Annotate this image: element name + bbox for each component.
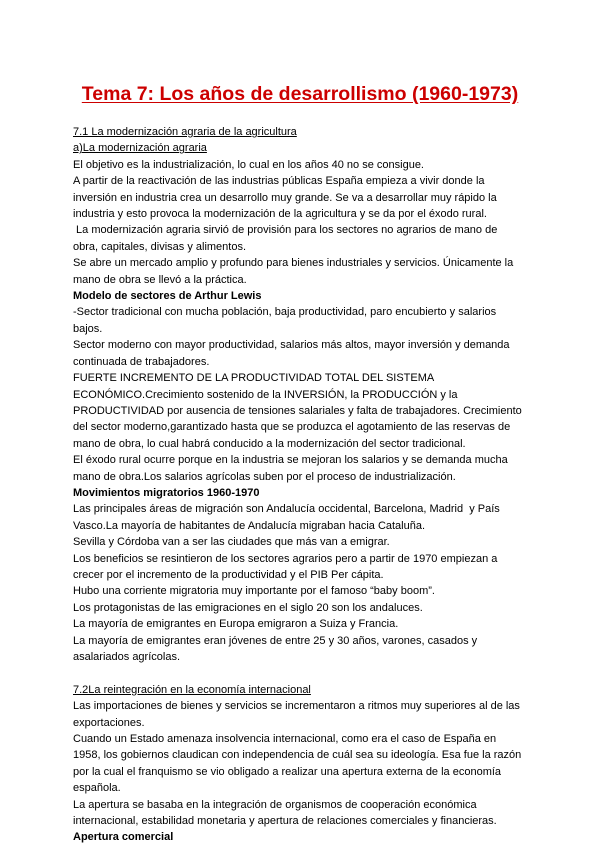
- text-line: La mayoría de emigrantes eran jóvenes de entre 25 y 30 años, varones, casados y: [73, 634, 478, 647]
- text-line: por la cual el franquismo se vio obligado a realizar una apertura externa de la economía: [73, 765, 502, 778]
- bold-heading: Apertura comercial: [73, 831, 174, 844]
- bold-heading: Modelo de sectores de Arthur Lewis: [73, 290, 262, 303]
- text-line: Vasco.La mayoría de habitantes de Andalucía migraban hacia Cataluña.: [73, 519, 426, 532]
- text-line: Sector moderno con mayor productividad, salarios más altos, mayor inversión y demanda: [73, 339, 510, 352]
- text-line: Las principales áreas de migración son Andalucía occidental, Barcelona, Madrid y País: [73, 503, 500, 516]
- text-line: La modernización agraria sirvió de provisión para los sectores no agrarios de mano de: [73, 224, 498, 237]
- bold-heading: Movimientos migratorios 1960-1970: [73, 486, 260, 499]
- text-line: Sevilla y Córdoba van a ser las ciudades que más van a emigrar.: [73, 536, 390, 549]
- text-line: internacional, estabilidad monetaria y apertura de relaciones comerciales y financieras.: [73, 815, 497, 828]
- text-line: El éxodo rural ocurre porque en la industria se mejoran los salarios y se demanda mucha: [73, 454, 508, 467]
- text-line: Cuando un Estado amenaza insolvencia internacional, como era el caso de España en: [73, 733, 497, 746]
- text-line: exportaciones.: [73, 716, 145, 729]
- text-line: Las importaciones de bienes y servicios se incrementaron a ritmos muy superiores al de las: [73, 700, 520, 713]
- subsection-heading: a)La modernización agraria: [73, 142, 207, 155]
- document-body: [73, 124, 533, 846]
- text-line: mano de obra.Los salarios agrícolas suben por el proceso de industrialización.: [73, 470, 456, 483]
- text-line: La mayoría de emigrantes en Europa emigraron a Suiza y Francia.: [73, 618, 399, 631]
- text-line: ECONÓMICO.Crecimiento sostenido de la INVERSIÓN, la PRODUCCIÓN y la: [73, 388, 458, 401]
- text-line: del sector moderno,garantizado hasta que se produzca el agotamiento de las reservas de: [73, 421, 511, 434]
- section-heading: 7.2La reintegración en la economía internacional: [73, 683, 311, 696]
- page-title: Tema 7: Los años de desarrollismo (1960-1973): [81, 83, 519, 106]
- text-line: crecer por el incremento de la productividad y el PIB Per cápita.: [73, 568, 384, 581]
- text-line: industria y esto provoca la modernización de la agricultura y se da por el éxodo rural.: [73, 208, 487, 221]
- text-line: El objetivo es la industrialización, lo cual en los años 40 no se consigue.: [73, 158, 424, 171]
- text-line: española.: [73, 782, 121, 795]
- text-line: inversión en industria crea un desarrollo muy grande. Se va a desarrollar muy rápido la: [73, 191, 497, 204]
- text-line: Hubo una corriente migratoria muy importante por el famoso “baby boom”.: [73, 585, 435, 598]
- text-line: FUERTE INCREMENTO DE LA PRODUCTIVIDAD TOTAL DEL SISTEMA: [73, 372, 435, 385]
- text-line: A partir de la reactivación de las industrias públicas España empieza a vivir donde la: [73, 175, 485, 188]
- text-line: asalariados agrícolas.: [73, 651, 181, 663]
- text-line: La apertura se basaba en la integración de organismos de cooperación económica: [73, 798, 477, 811]
- text-line: obra, capitales, divisas y alimentos.: [73, 240, 247, 253]
- text-line: mano de obra, lo cual habrá conducido a la modernización del sector tradicional.: [73, 437, 466, 450]
- text-line: Los protagonistas de las emigraciones en el siglo 20 son los andaluces.: [73, 601, 423, 614]
- text-line: mano de obra se llevó a la práctica.: [73, 273, 247, 286]
- text-line: PRODUCTIVIDAD por ausencia de tensiones salariales y falta de trabajadores. Crecimiento: [73, 404, 522, 417]
- paragraph-gap: [73, 665, 533, 681]
- text-line: continuada de trabajadores.: [73, 355, 210, 368]
- text-line: 1958, los gobiernos claudican con independencia de cuál sea su ideología. Esa fue la razón: [73, 749, 522, 762]
- text-line: Se abre un mercado amplio y profundo para bienes industriales y servicios. Únicamente la: [73, 257, 514, 270]
- text-line: Los beneficios se resintieron de los sectores agrarios pero a partir de 1970 empiezan a: [73, 552, 498, 565]
- text-line: bajos.: [73, 322, 103, 335]
- section-heading: 7.1 La modernización agraria de la agricultura: [73, 126, 297, 138]
- text-line: -Sector tradicional con mucha población, baja productividad, paro encubierto y salarios: [73, 306, 497, 319]
